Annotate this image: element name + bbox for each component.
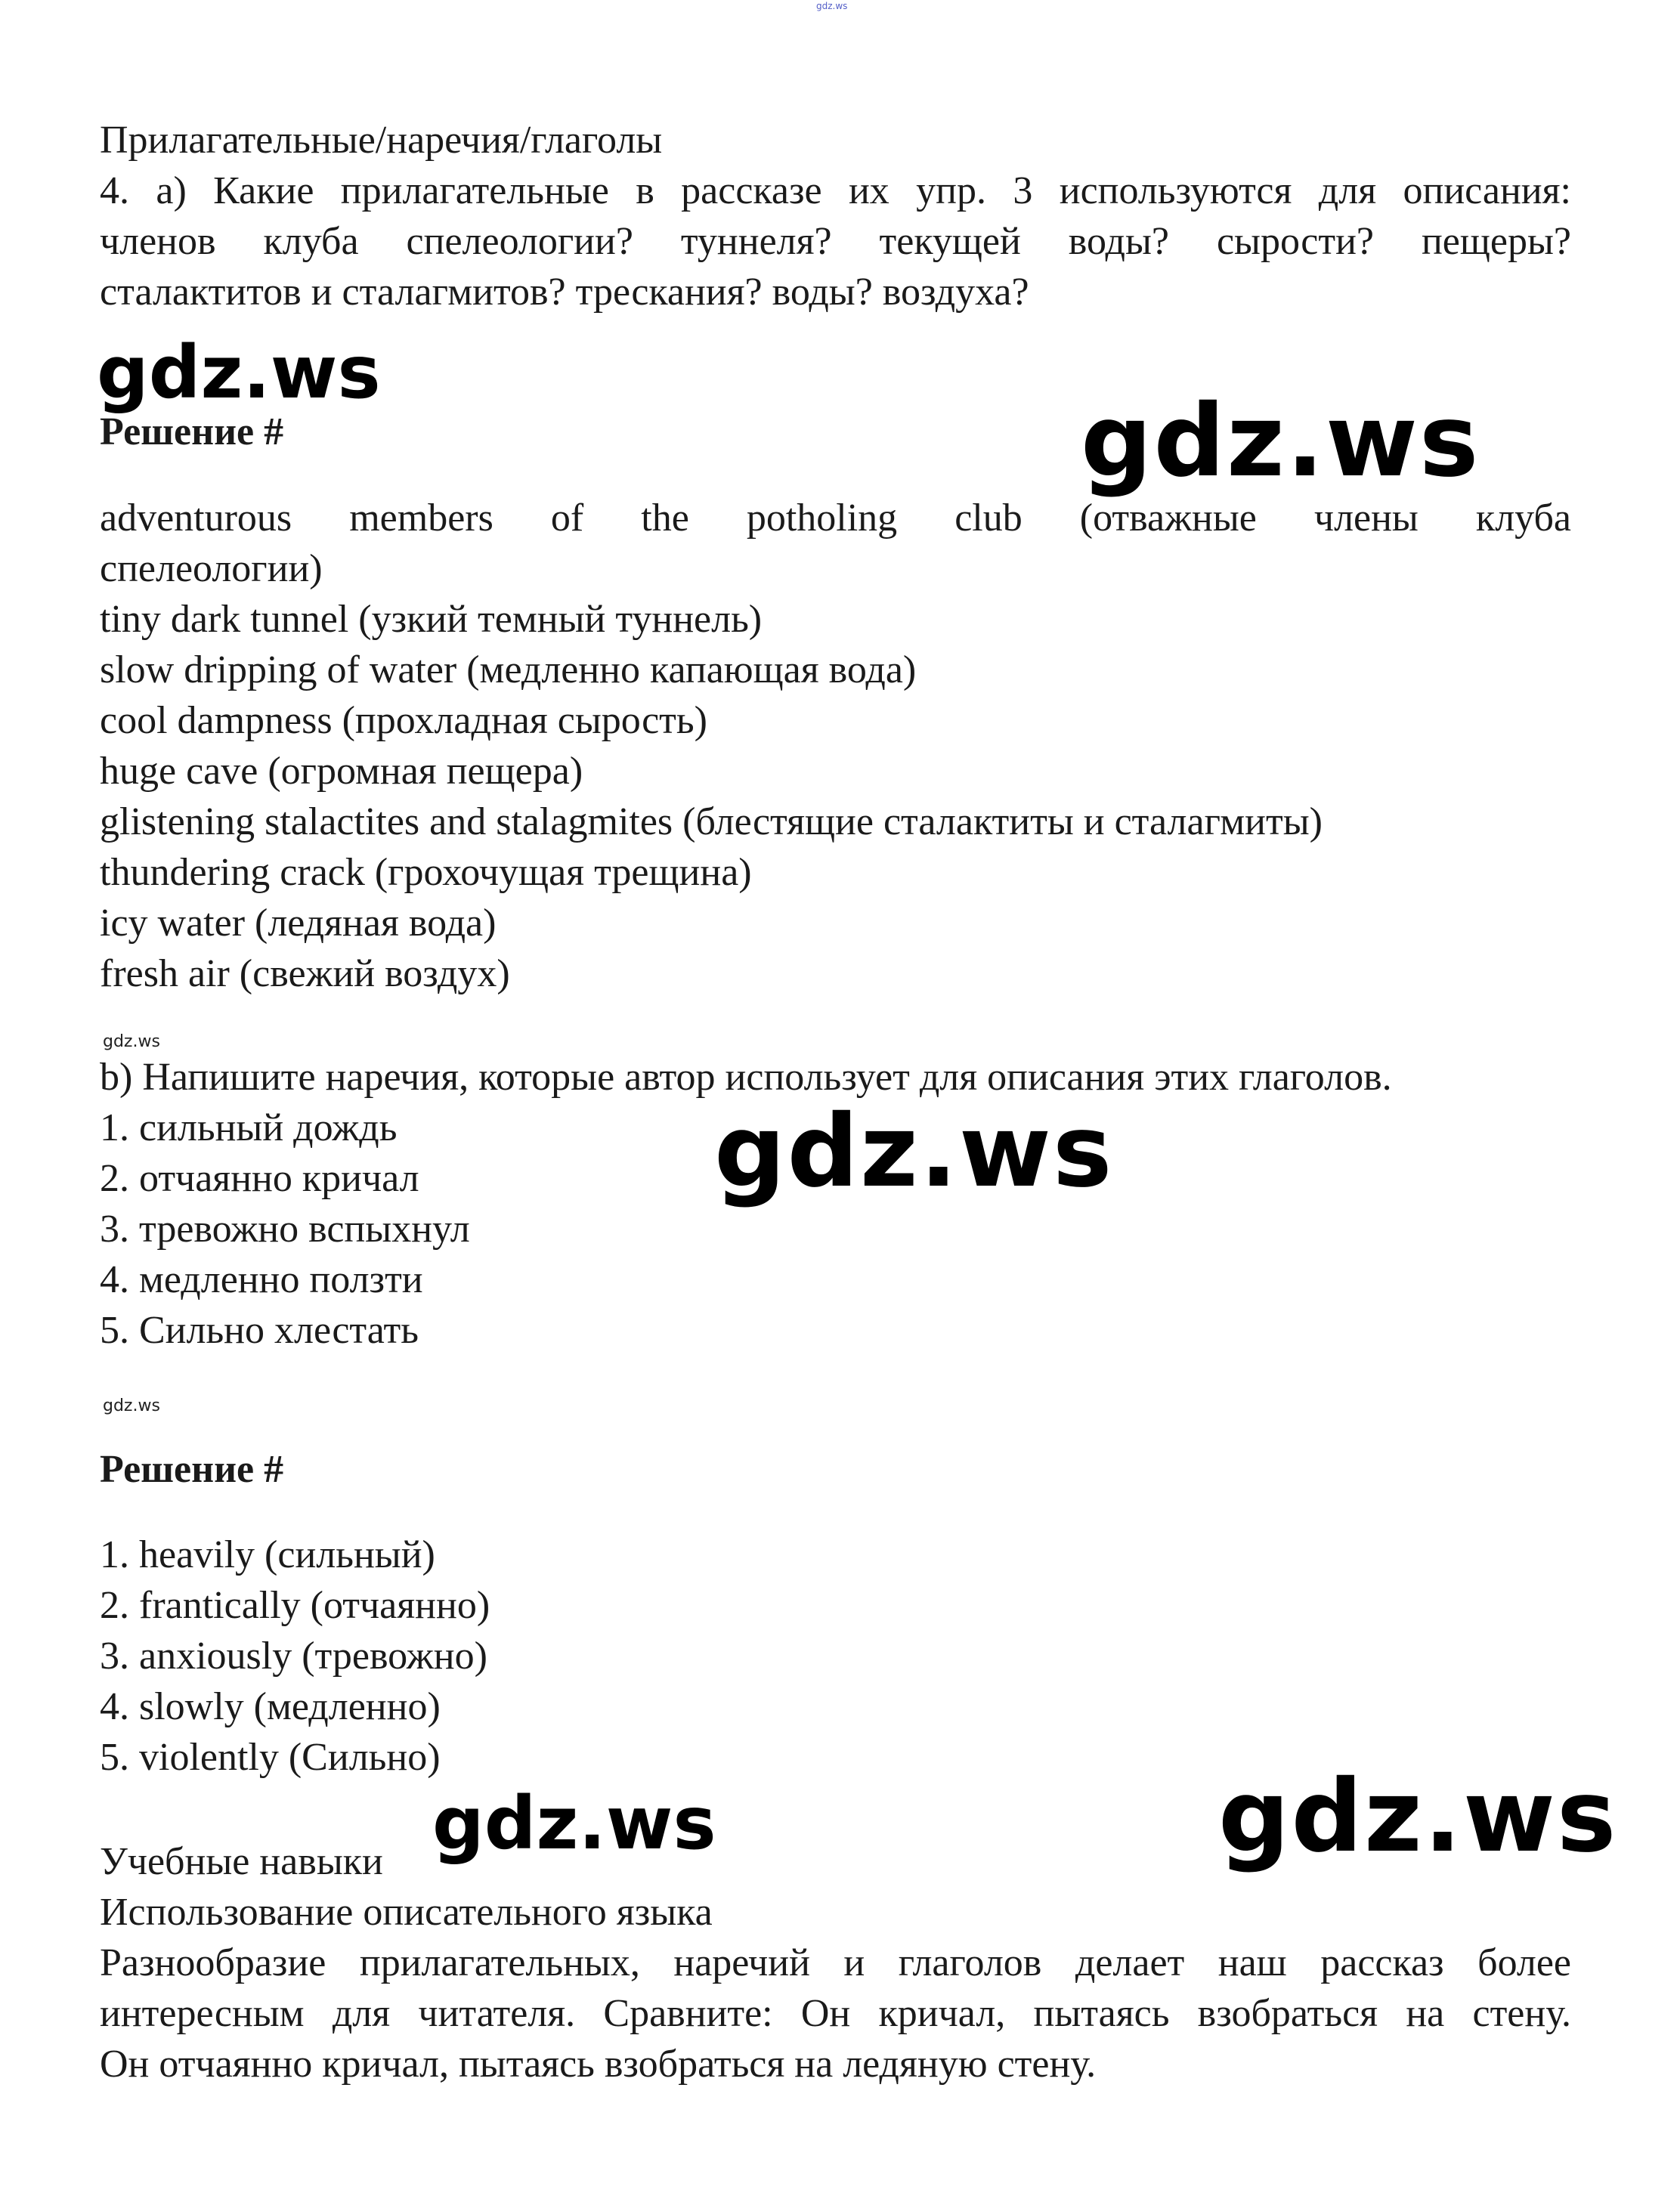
watermark-logo: gdz.ws [97,330,381,415]
task-b-item: 5. Сильно хлестать [100,1309,419,1352]
watermark-logo: gdz.ws [714,1093,1114,1210]
solution-a-item: slow dripping of water (медленно капающая вода) [100,648,917,691]
solution-a-item: cool dampness (прохладная сырость) [100,699,707,742]
task-b-prompt: b) Напишите наречия, которые автор использует для описания этих глаголов. [100,1056,1392,1099]
solution-a-line-1: adventurous members of the potholing club (отважные члены клуба [100,496,1571,540]
solution-a-block [100,493,1571,999]
section-heading: Прилагательные/наречия/глаголы [100,119,663,162]
solution-a-item: glistening stalactites and stalagmites (блестящие сталактиты и сталагмиты) [100,800,1323,843]
small-watermark: gdz.ws [103,1032,160,1051]
solution-a-item: icy water (ледяная вода) [100,902,497,945]
task-b-item: 2. отчаянно кричал [100,1157,419,1200]
task-b-item: 3. тревожно вспыхнул [100,1208,470,1251]
solution-b-item: 4. slowly (медленно) [100,1685,441,1728]
task-a-line-3: сталактитов и сталагмитов? трескания? воды? воздуха? [100,271,1029,314]
solution-b-item: 2. frantically (отчаянно) [100,1584,490,1627]
solution-a-item: fresh air (свежий воздух) [100,952,510,995]
study-skills-title: Учебные навыки [100,1840,383,1883]
top-watermark: gdz.ws [816,1,848,11]
study-skills-block [100,1836,1571,2089]
watermark-logo: gdz.ws [432,1781,716,1866]
solution-a-label: Решение # [100,410,284,453]
watermark-logo: gdz.ws [1081,383,1480,500]
solution-b-label: Решение # [100,1448,284,1491]
solution-a-item: thundering crack (грохочущая трещина) [100,851,752,894]
solution-b-block [100,1529,1571,1783]
task-b-item: 4. медленно ползти [100,1258,423,1301]
task-a-line-1: 4. a) Какие прилагательные в рассказе их упр. 3 используются для описания: [100,169,1571,212]
watermark-logo: gdz.ws [1218,1758,1618,1875]
solution-b-item: 3. anxiously (тревожно) [100,1635,487,1678]
solution-a-item: huge cave (огромная пещера) [100,750,583,793]
solution-a-line-2: спелеологии) [100,547,323,590]
study-skills-line-3: Он отчаянно кричал, пытаясь взобраться на ледяную стену. [100,2043,1097,2086]
study-skills-line-2: интересным для читателя. Сравните: Он кричал, пытаясь взобраться на стену. [100,1992,1571,2035]
solution-a-item: tiny dark tunnel (узкий темный туннель) [100,598,763,641]
task-b-item: 1. сильный дождь [100,1106,398,1149]
small-watermark: gdz.ws [103,1396,160,1415]
study-skills-subtitle: Использование описательного языка [100,1891,713,1934]
solution-b-item: 5. violently (Сильно) [100,1736,441,1779]
task-a-line-2: членов клуба спелеологии? туннеля? текущей воды? сырости? пещеры? [100,220,1571,263]
solution-b-item: 1. heavily (сильный) [100,1533,435,1576]
task-a-block [100,115,1571,317]
study-skills-line-1: Разнообразие прилагательных, наречий и глаголов делает наш рассказ более [100,1941,1571,1984]
solution-b-label-block [100,1444,1571,1495]
